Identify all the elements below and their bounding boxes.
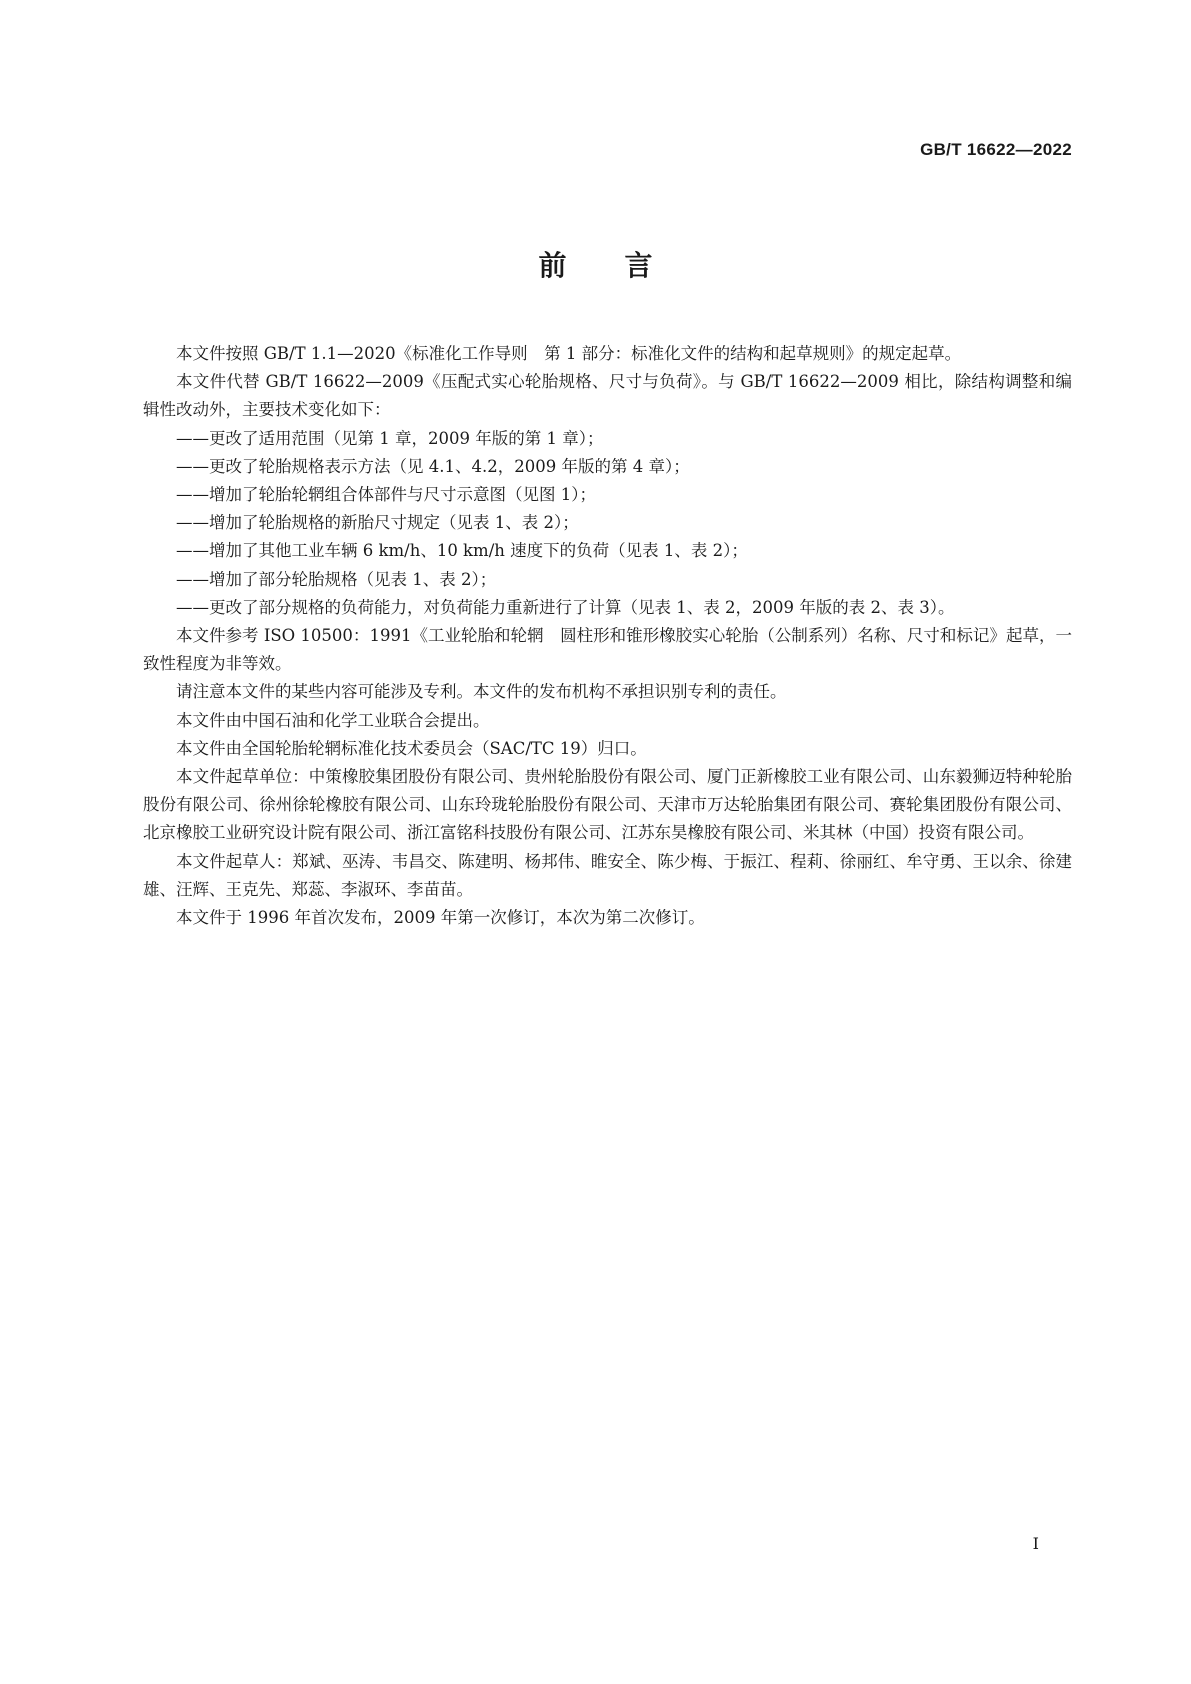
change-list-item: ——增加了部分轮胎规格（见表 1、表 2）； [176,569,497,589]
paragraph-iso-reference: 本文件参考 ISO 10500：1991《工业轮胎和轮辋 圆柱形和锥形橡胶实心轮胎（公制系列）名称、尺寸和标记》起草，一致性程度为非等效。 [143,626,1072,674]
paragraph-committee: 本文件由全国轮胎轮辋标准化技术委员会（SAC/TC 19）归口。 [176,738,647,758]
paragraph-drafters: 本文件起草人：郑斌、巫涛、韦昌交、陈建明、杨邦伟、睢安全、陈少梅、于振江、程莉、徐丽红、牟守勇、王以余、徐建雄、汪辉、王克先、郑蕊、李淑环、李苗苗。 [143,851,1072,899]
change-list-item: ——增加了轮胎规格的新胎尺寸规定（见表 1、表 2）； [176,513,579,533]
change-list-item: ——更改了部分规格的负荷能力，对负荷能力重新进行了计算（见表 1、表 2，2009 年版的表 2、表 3）。 [176,597,955,617]
paragraph-drafting-rules: 本文件按照 GB/T 1.1—2020《标准化工作导则 第 1 部分：标准化文件的结构和起草规则》的规定起草。 [176,344,962,363]
change-list-item: ——增加了其他工业车辆 6 km/h、10 km/h 速度下的负荷（见表 1、表 2）； [176,541,748,561]
paragraph-patent-notice: 请注意本文件的某些内容可能涉及专利。本文件的发布机构不承担识别专利的责任。 [176,682,787,702]
page-number: I [1032,1534,1039,1553]
change-list-item: ——更改了轮胎规格表示方法（见 4.1、4.2，2009 年版的第 4 章）； [176,456,690,476]
paragraph-drafting-units: 本文件起草单位：中策橡胶集团股份有限公司、贵州轮胎股份有限公司、厦门正新橡胶工业有限公司、山东毅狮迈特种轮胎股份有限公司、徐州徐轮橡胶有限公司、山东玲珑轮胎股份有限公司、天津市万达轮胎集团有限公司、赛轮集团股份有限公司、北京橡胶工业研究设计院有限公司、浙江富铭科技股份有限公司、江苏东昊橡胶有限公司、米其林（中国）投资有限公司。 [143,767,1072,843]
change-list-item: ——更改了适用范围（见第 1 章，2009 年版的第 1 章）； [176,428,604,448]
page-title: 前言 [538,249,711,282]
change-list-item: ——增加了轮胎轮辋组合体部件与尺寸示意图（见图 1）； [176,485,596,505]
foreword-body [143,340,1072,932]
paragraph-proposer: 本文件由中国石油和化学工业联合会提出。 [176,710,490,730]
paragraph-history: 本文件于 1996 年首次发布，2009 年第一次修订，本次为第二次修订。 [176,908,705,928]
standard-code-header: GB/T 16622—2022 [920,140,1072,159]
paragraph-replacement: 本文件代替 GB/T 16622—2009《压配式实心轮胎规格、尺寸与负荷》。与 GB/T 16622—2009 相比，除结构调整和编辑性改动外，主要技术变化如下： [143,372,1072,420]
